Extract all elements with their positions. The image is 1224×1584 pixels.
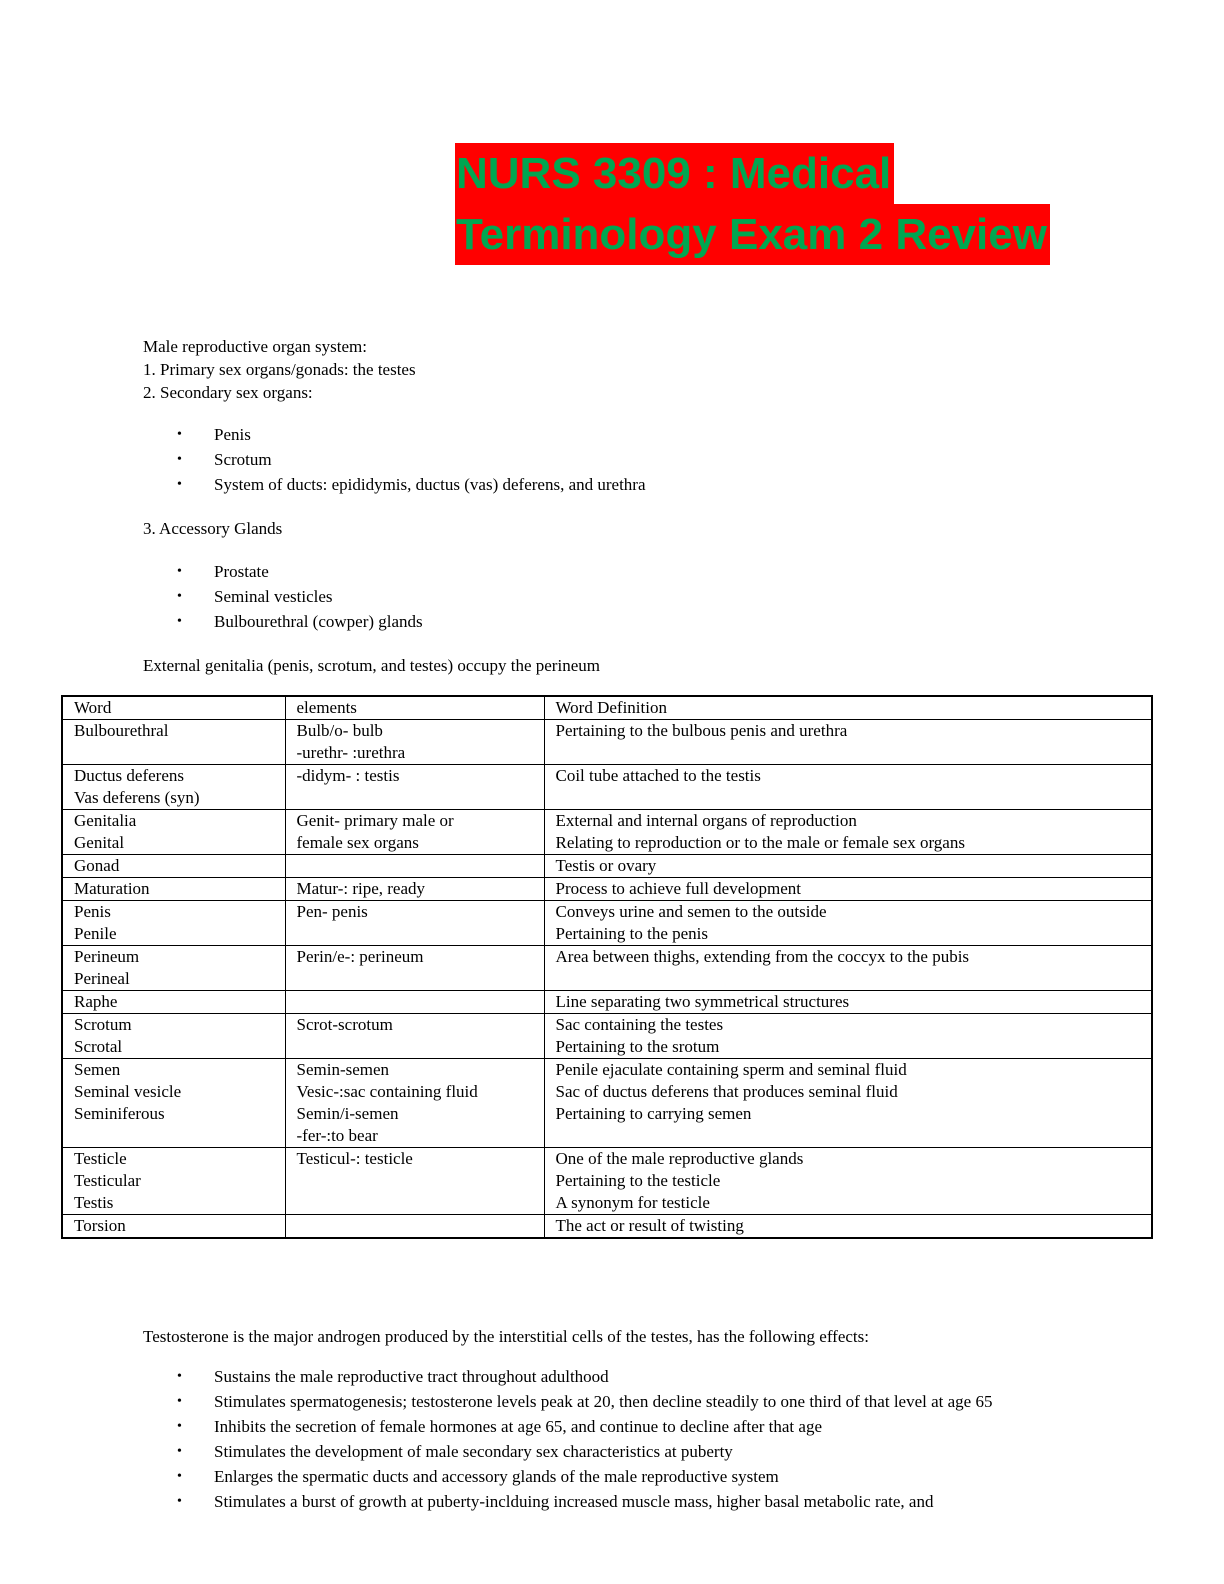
table-row: [62, 991, 1152, 1014]
cell-text-line: Perineum: [74, 947, 140, 966]
terminology-table: [61, 695, 1153, 1239]
cell-text-line: Testis: [74, 1193, 114, 1212]
cell-text-line: Vesic-:sac containing fluid: [296, 1082, 478, 1101]
table-cell-definition: [544, 1215, 1152, 1239]
cell-text-line: Coil tube attached to the testis: [555, 766, 761, 785]
table-row: [62, 1059, 1152, 1148]
table-header-cell: Word Definition: [544, 696, 1152, 720]
testosterone-effect-item: [143, 1490, 1083, 1514]
testosterone-effect-text: Stimulates spermatogenesis; testosterone levels peak at 20, then decline steadily to one third of that level at age 65: [214, 1392, 993, 1411]
title-line-2: Terminology Exam 2 Review: [455, 204, 1050, 265]
table-cell-elements: [285, 901, 544, 946]
table-cell-definition: [544, 878, 1152, 901]
cell-text-line: The act or result of twisting: [555, 1216, 744, 1235]
bullet-icon: •: [177, 1369, 182, 1384]
cell-text-line: Seminiferous: [74, 1104, 165, 1123]
table-row: [62, 810, 1152, 855]
table-header-cell: elements: [285, 696, 544, 720]
table-cell-elements: [285, 855, 544, 878]
table-cell-elements: [285, 810, 544, 855]
table-cell-word: [62, 1148, 285, 1215]
table-cell-word: [62, 1059, 285, 1148]
intro-item-secondary: 2. Secondary sex organs:: [143, 383, 313, 402]
cell-text-line: Testicul-: testicle: [296, 1149, 413, 1168]
cell-text-line: -urethr- :urethra: [296, 743, 406, 762]
table-cell-elements: [285, 1215, 544, 1239]
secondary-organ-item: [143, 422, 646, 447]
cell-text-line: Sac of ductus deferens that produces seminal fluid: [555, 1082, 898, 1101]
cell-text-line: Vas deferens (syn): [74, 788, 200, 807]
testosterone-effect-text: Inhibits the secretion of female hormones at age 65, and continue to decline after that age: [214, 1417, 822, 1436]
testosterone-effect-text: Sustains the male reproductive tract throughout adulthood: [214, 1367, 609, 1386]
cell-text-line: Matur-: ripe, ready: [296, 879, 426, 898]
cell-text-line: Raphe: [74, 992, 118, 1011]
cell-text-line: Penile: [74, 924, 117, 943]
bullet-icon: •: [177, 564, 182, 579]
testosterone-effect-item: [143, 1365, 1083, 1389]
table-row: [62, 855, 1152, 878]
bullet-icon: •: [177, 452, 182, 467]
intro-item-primary: 1. Primary sex organs/gonads: the testes: [143, 360, 416, 379]
cell-text-line: External and internal organs of reproduction: [555, 811, 857, 830]
accessory-gland-text: Bulbourethral (cowper) glands: [214, 612, 423, 631]
table-cell-elements: [285, 720, 544, 765]
table-cell-word: [62, 946, 285, 991]
cell-text-line: Pertaining to carrying semen: [555, 1104, 752, 1123]
cell-text-line: Process to achieve full development: [555, 879, 801, 898]
table-cell-definition: [544, 1059, 1152, 1148]
accessory-gland-item: [143, 559, 423, 584]
secondary-organ-text: Scrotum: [214, 450, 272, 469]
table-cell-definition: [544, 765, 1152, 810]
document-title: [455, 143, 1050, 265]
table-row: [62, 901, 1152, 946]
bullet-icon: •: [177, 1469, 182, 1484]
testosterone-intro: Testosterone is the major androgen produced by the interstitial cells of the testes, has the following effects:: [143, 1327, 869, 1346]
table-cell-definition: [544, 991, 1152, 1014]
table-row: [62, 1148, 1152, 1215]
cell-text-line: Pertaining to the bulbous penis and urethra: [555, 721, 848, 740]
cell-text-line: Genitalia: [74, 811, 137, 830]
title-line-1: NURS 3309 : Medical: [455, 143, 894, 204]
cell-text-line: Penis: [74, 902, 111, 921]
cell-text-line: One of the male reproductive glands: [555, 1149, 804, 1168]
testosterone-effect-text: Stimulates the development of male secondary sex characteristics at puberty: [214, 1442, 733, 1461]
testosterone-effect-item: [143, 1415, 1083, 1439]
accessory-glands-list: [143, 559, 423, 634]
cell-text-line: Bulb/o- bulb: [296, 721, 383, 740]
cell-text-line: Conveys urine and semen to the outside: [555, 902, 827, 921]
table-cell-elements: [285, 765, 544, 810]
bullet-icon: •: [177, 1444, 182, 1459]
cell-text-line: Pertaining to the testicle: [555, 1171, 721, 1190]
bullet-icon: •: [177, 427, 182, 442]
cell-text-line: A synonym for testicle: [555, 1193, 710, 1212]
bullet-icon: •: [177, 1494, 182, 1509]
cell-text-line: Seminal vesicle: [74, 1082, 182, 1101]
table-row: [62, 1215, 1152, 1239]
testosterone-effect-text: Enlarges the spermatic ducts and accessory glands of the male reproductive system: [214, 1467, 779, 1486]
cell-text-line: Penile ejaculate containing sperm and seminal fluid: [555, 1060, 907, 1079]
table-cell-word: [62, 855, 285, 878]
cell-text-line: Genit- primary male or: [296, 811, 454, 830]
cell-text-line: Perineal: [74, 969, 130, 988]
cell-text-line: female sex organs: [296, 833, 419, 852]
cell-text-line: Bulbourethral: [74, 721, 169, 740]
cell-text-line: Perin/e-: perineum: [296, 947, 424, 966]
secondary-organ-item: [143, 447, 646, 472]
table-cell-word: [62, 991, 285, 1014]
cell-text-line: Scrot-scrotum: [296, 1015, 393, 1034]
cell-text-line: Genital: [74, 833, 125, 852]
secondary-organ-text: Penis: [214, 425, 251, 444]
table-cell-elements: [285, 1059, 544, 1148]
table-cell-elements: [285, 1014, 544, 1059]
cell-text-line: Sac containing the testes: [555, 1015, 724, 1034]
table-cell-elements: [285, 946, 544, 991]
accessory-gland-text: Seminal vesticles: [214, 587, 333, 606]
cell-text-line: Scrotum: [74, 1015, 132, 1034]
table-row: [62, 765, 1152, 810]
table-cell-word: [62, 901, 285, 946]
cell-text-line: Pertaining to the penis: [555, 924, 709, 943]
cell-text-line: Area between thighs, extending from the coccyx to the pubis: [555, 947, 970, 966]
intro-heading: Male reproductive organ system:: [143, 337, 367, 356]
cell-text-line: Semin/i-semen: [296, 1104, 399, 1123]
testosterone-effect-text: Stimulates a burst of growth at puberty-inclduing increased muscle mass, higher basal metabolic rate, and: [214, 1492, 934, 1511]
accessory-heading: 3. Accessory Glands: [143, 519, 283, 538]
bullet-icon: •: [177, 614, 182, 629]
table-cell-definition: [544, 720, 1152, 765]
cell-text-line: Testicle: [74, 1149, 127, 1168]
secondary-organs-list: [143, 422, 646, 497]
accessory-gland-item: [143, 609, 423, 634]
secondary-organ-text: System of ducts: epididymis, ductus (vas) deferens, and urethra: [214, 475, 646, 494]
table-row: [62, 946, 1152, 991]
cell-text-line: -fer-:to bear: [296, 1126, 378, 1145]
table-cell-word: [62, 765, 285, 810]
cell-text-line: Maturation: [74, 879, 150, 898]
table-row: [62, 878, 1152, 901]
secondary-organ-item: [143, 472, 646, 497]
table-cell-word: [62, 1215, 285, 1239]
cell-text-line: Relating to reproduction or to the male or female sex organs: [555, 833, 965, 852]
cell-text-line: Pen- penis: [296, 902, 368, 921]
table-cell-definition: [544, 855, 1152, 878]
table-cell-definition: [544, 901, 1152, 946]
bullet-icon: •: [177, 477, 182, 492]
testosterone-effect-item: [143, 1440, 1083, 1464]
external-genitalia-note: External genitalia (penis, scrotum, and testes) occupy the perineum: [143, 656, 600, 675]
cell-text-line: Line separating two symmetrical structures: [555, 992, 850, 1011]
cell-text-line: Torsion: [74, 1216, 126, 1235]
cell-text-line: Semin-semen: [296, 1060, 390, 1079]
table-row: [62, 720, 1152, 765]
cell-text-line: Semen: [74, 1060, 121, 1079]
testosterone-effect-item: [143, 1465, 1083, 1489]
bullet-icon: •: [177, 1419, 182, 1434]
table-header-row: [62, 696, 1152, 720]
table-cell-elements: [285, 991, 544, 1014]
accessory-gland-item: [143, 584, 423, 609]
bullet-icon: •: [177, 589, 182, 604]
table-cell-word: [62, 810, 285, 855]
table-cell-definition: [544, 810, 1152, 855]
table-cell-word: [62, 720, 285, 765]
cell-text-line: Scrotal: [74, 1037, 123, 1056]
table-cell-definition: [544, 1148, 1152, 1215]
table-cell-elements: [285, 1148, 544, 1215]
cell-text-line: -didym- : testis: [296, 766, 400, 785]
accessory-gland-text: Prostate: [214, 562, 269, 581]
table-cell-word: [62, 1014, 285, 1059]
testosterone-effect-item: [143, 1390, 1083, 1414]
cell-text-line: Pertaining to the srotum: [555, 1037, 720, 1056]
table-cell-word: [62, 878, 285, 901]
table-cell-definition: [544, 1014, 1152, 1059]
table-row: [62, 1014, 1152, 1059]
table-header-cell: Word: [62, 696, 285, 720]
cell-text-line: Ductus deferens: [74, 766, 184, 785]
cell-text-line: Testis or ovary: [555, 856, 657, 875]
table-cell-elements: [285, 878, 544, 901]
table-cell-definition: [544, 946, 1152, 991]
bullet-icon: •: [177, 1394, 182, 1409]
cell-text-line: Gonad: [74, 856, 120, 875]
testosterone-effects-list: [143, 1365, 1083, 1515]
cell-text-line: Testicular: [74, 1171, 141, 1190]
